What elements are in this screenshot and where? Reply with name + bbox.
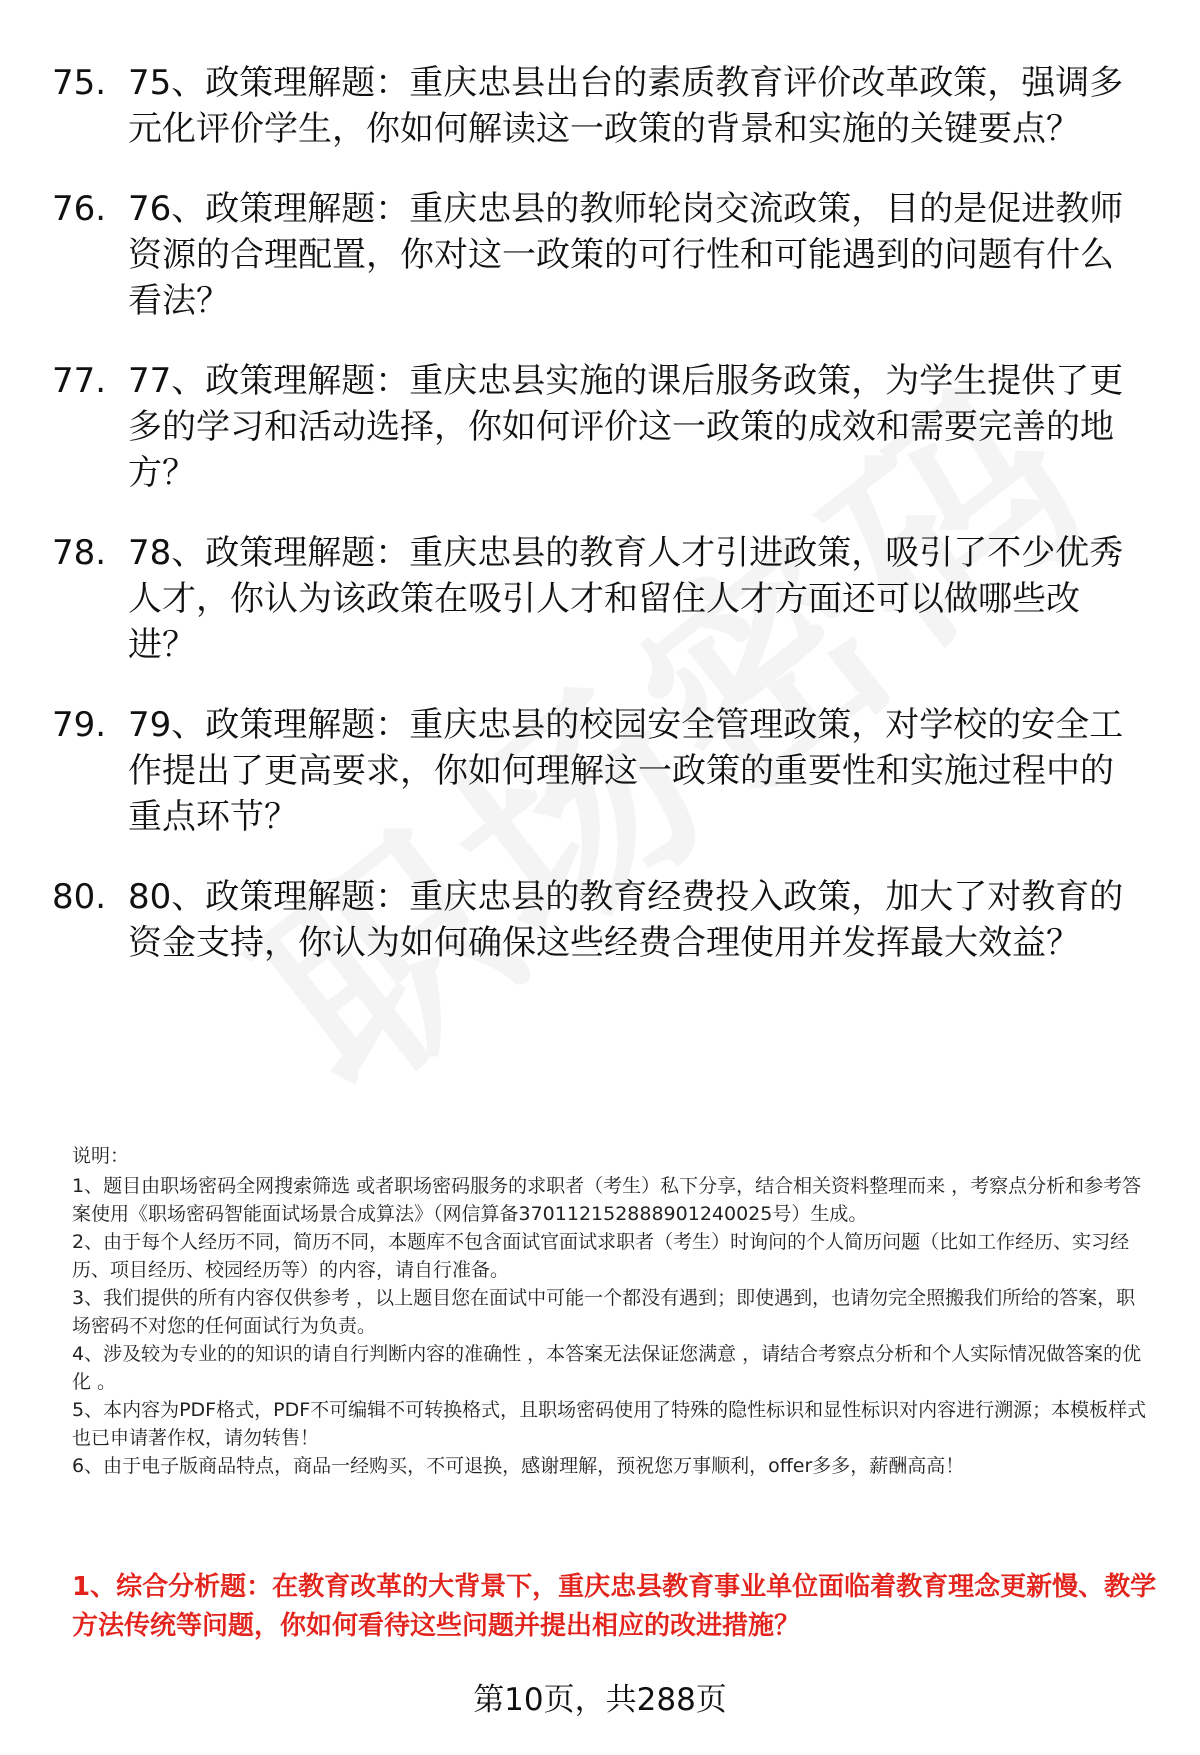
question-number: 80. <box>52 877 107 917</box>
question-number: 79. <box>52 705 107 745</box>
question-item <box>52 60 1152 152</box>
question-item <box>52 358 1152 496</box>
question-list <box>52 60 1152 1000</box>
note-item: 2、由于每个人经历不同，简历不同，本题库不包含面试官面试求职者（考生）时询问的个人简历问题（比如工作经历、实习经历、项目经历、校园经历等）的内容，请自行准备。 <box>72 1231 1130 1281</box>
question-item <box>52 874 1152 966</box>
notes-title: 说明： <box>72 1145 130 1167</box>
note-item: 3、我们提供的所有内容仅供参考 ，以上题目您在面试中可能一个都没有遇到；即使遇到，也请勿完全照搬我们所给的答案，职场密码不对您的任何面试行为负责。 <box>72 1287 1136 1337</box>
note-item: 5、本内容为PDF格式，PDF不可编辑不可转换格式，且职场密码使用了特殊的隐性标识和显性标识对内容进行溯源；本模板样式也已申请著作权，请勿转售！ <box>72 1399 1147 1449</box>
note-item: 4、涉及较为专业的的知识的请自行判断内容的准确性 ，本答案无法保证您满意 ，请结合考察点分析和个人实际情况做答案的优化 。 <box>72 1343 1142 1393</box>
question-text: 79、政策理解题：重庆忠县的校园安全管理政策，对学校的安全工作提出了更高要求，你如何理解这一政策的重要性和实施过程中的重点环节？ <box>128 705 1124 837</box>
question-text: 76、政策理解题：重庆忠县的教师轮岗交流政策，目的是促进教师资源的合理配置，你对这一政策的可行性和可能遇到的问题有什么看法？ <box>128 189 1124 321</box>
question-text: 75、政策理解题：重庆忠县出台的素质教育评价改革政策，强调多元化评价学生，你如何解读这一政策的背景和实施的关键要点？ <box>128 63 1124 149</box>
question-item <box>52 186 1152 324</box>
question-text: 80、政策理解题：重庆忠县的教育经费投入政策，加大了对教育的资金支持，你认为如何确保这些经费合理使用并发挥最大效益？ <box>128 877 1124 963</box>
highlighted-question: 1、综合分析题：在教育改革的大背景下，重庆忠县教育事业单位面临着教育理念更新慢、教学方法传统等问题，你如何看待这些问题并提出相应的改进措施？ <box>72 1572 1157 1641</box>
question-number: 75. <box>52 63 107 103</box>
question-number: 77. <box>52 361 107 401</box>
question-text: 78、政策理解题：重庆忠县的教育人才引进政策，吸引了不少优秀人才，你认为该政策在吸引人才和留住人才方面还可以做哪些改进？ <box>128 533 1124 665</box>
page-number: 第10页，共288页 <box>473 1682 727 1718</box>
notes-section <box>72 1142 1152 1480</box>
question-item <box>52 702 1152 840</box>
note-item: 1、题目由职场密码全网搜索筛选 或者职场密码服务的求职者（考生）私下分享，结合相关资料整理而来 ，考察点分析和参考答案使用《职场密码智能面试场景合成算法》（网信算备370112152888901240025号）生成。 <box>72 1175 1142 1225</box>
note-item: 6、由于电子版商品特点，商品一经购买，不可退换，感谢理解，预祝您万事顺利，offer多多，薪酬高高！ <box>72 1455 965 1477</box>
question-number: 76. <box>52 189 107 229</box>
question-number: 78. <box>52 533 107 573</box>
question-text: 77、政策理解题：重庆忠县实施的课后服务政策，为学生提供了更多的学习和活动选择，你如何评价这一政策的成效和需要完善的地方？ <box>128 361 1124 493</box>
question-item <box>52 530 1152 668</box>
